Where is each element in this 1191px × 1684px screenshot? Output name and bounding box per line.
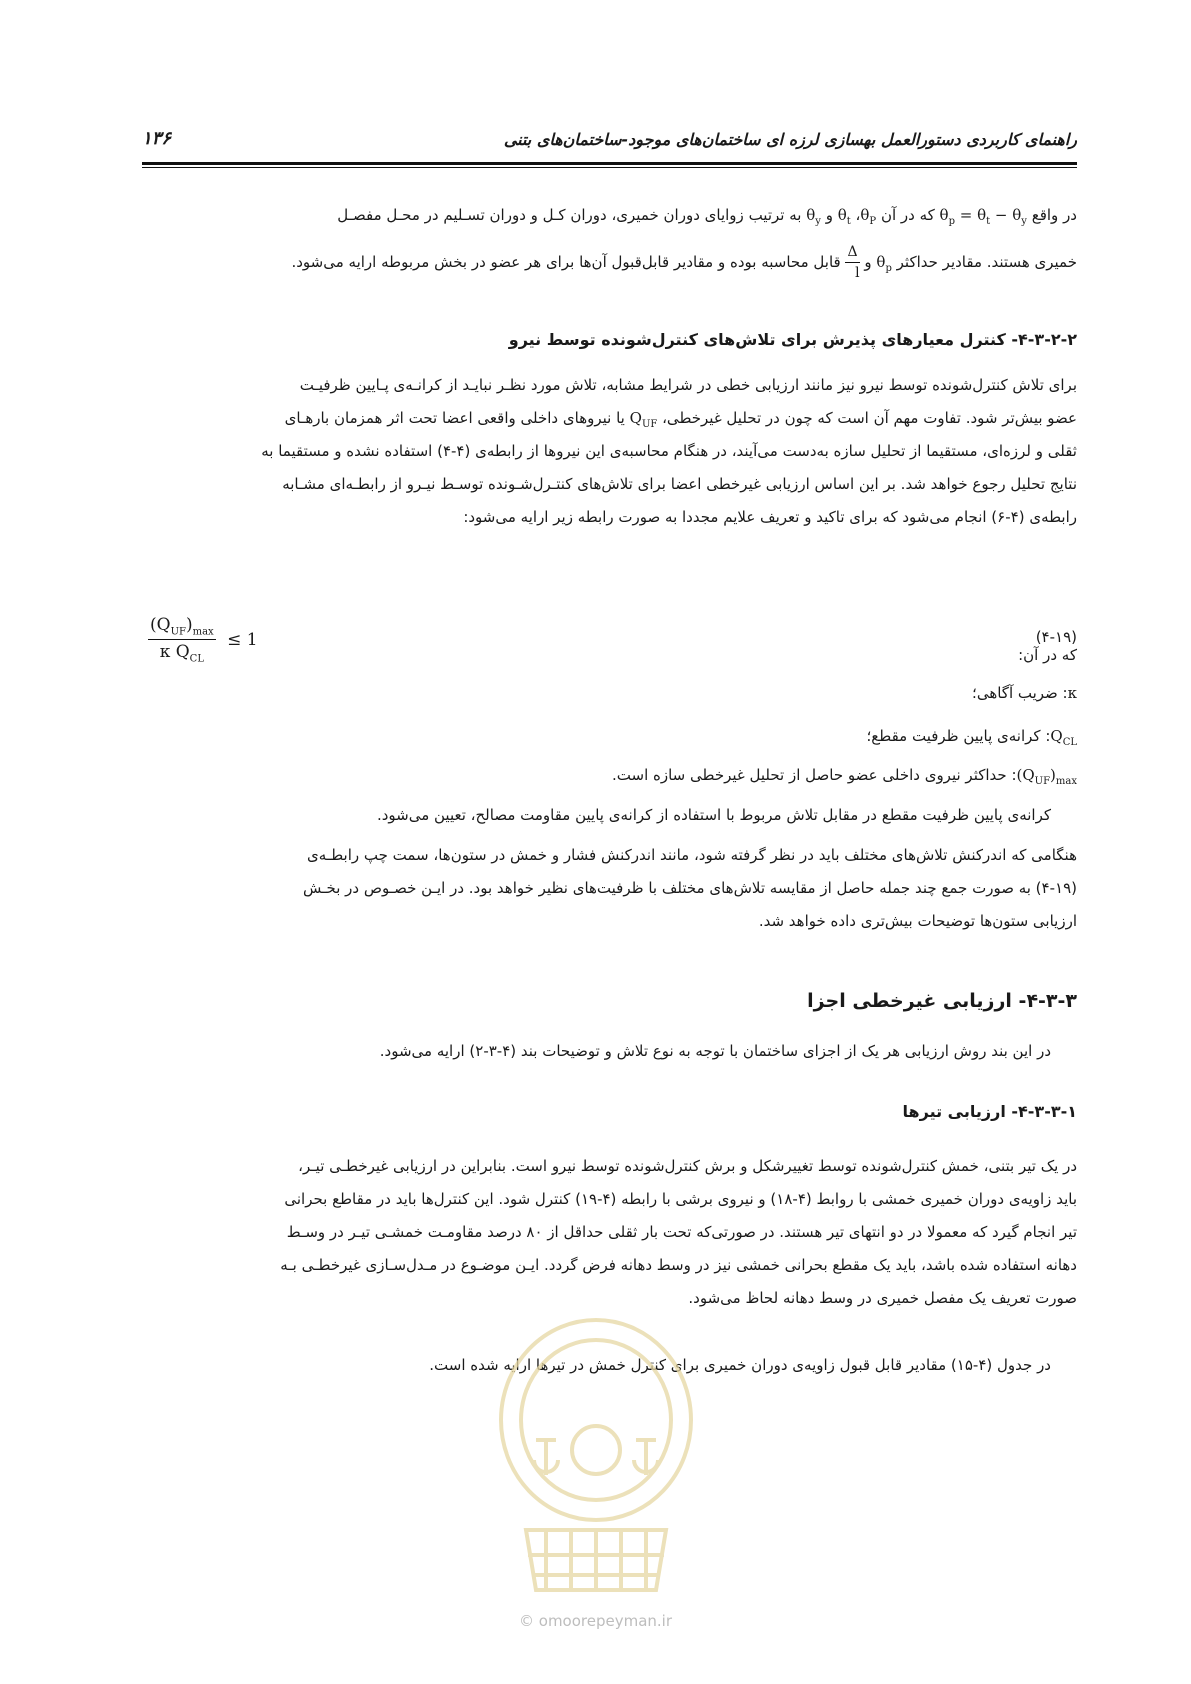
paragraph-line: در واقع $\theta_p = \theta_t - \theta_y$ که در آن $\theta_P،$ $\theta_t$ و $\theta_y$ به ترتیب زوایای دوران خمیری، دوران کـل و دوران تسـلیم در محـل مفصـل [337, 206, 1077, 227]
paragraph-line: (۴-۱۹) به صورت جمع چند جمله حاصل از مقایسه تلاش‌های مختلف با ظرفیت‌های نظیر خواهد بود. در ایـن خصـوص در بخـش [303, 879, 1077, 897]
paragraph-line: تیر انجام گیرد که معمولا در دو انتهای تیر هستند. در صورتی‌که تحت بار ثقلی حداقل از ۸۰ درصد مقاومـت خمشـی تیـر در وسـط [286, 1223, 1077, 1241]
paragraph-force-controlled [142, 369, 1077, 534]
paragraph-line: ارزیابی ستون‌ها توضیحات بیش‌تری داده خواهد شد. [758, 912, 1077, 930]
page-number: ۱۳۶ [142, 128, 172, 149]
paragraph-line: صورت تعریف یک مفصل خمیری در وسط دهانه لحاظ می‌شود. [688, 1289, 1077, 1307]
paragraph-table-ref: در جدول (۴-۱۵) مقادیر قابل قبول زاویه‌ی دوران خمیری برای کنترل خمش در تیرها ارایه شده است. [429, 1356, 1051, 1374]
paragraph-line: رابطه‌ی (۴-۶) انجام می‌شود که برای تاکید و تعریف علایم مجددا به صورت رابطه زیر ارایه می‌شود: [463, 508, 1077, 526]
paragraph-line: برای تلاش کنترل‌شونده توسط نیرو نیز مانند ارزیابی خطی در شرایط مشابه، تلاش مورد نظـر نبایـد از کرانـه‌ی پـایین ظرفیـت [299, 376, 1077, 394]
section-heading: ۴-۳-۳-۱- ارزیابی تیرها [902, 1102, 1077, 1121]
header-rule-thick [142, 162, 1077, 165]
paragraph-intro: در این بند روش ارزیابی هر یک از اجزای ساختمان با توجه به نوع تلاش و توضیحات بند (۴-۳-۲) ارایه می‌شود. [379, 1042, 1051, 1060]
formula: $\frac{(Q_{UF})_{max}}{\kappa Q_{CL}}$ ≤ 1 [150, 615, 258, 665]
definition-quf: $(Q_{UF})_{max}$: حداکثر نیروی داخلی عضو حاصل از تحلیل غیرخطی سازه است. [612, 766, 1077, 787]
definition-kappa: κ: ضریب آگاهی؛ [972, 684, 1077, 702]
paragraph-line: خمیری هستند. مقادیر حداکثر $\theta_p$ و $\frac{\Delta}{l}$ قابل محاسبه بوده و مقادیر قابل‌قبول آن‌ها برای هر عضو در بخش مربوطه ارایه می‌شود. [291, 244, 1077, 281]
definition-qcl: $Q_{CL}$: کرانه‌ی پایین ظرفیت مقطع؛ [866, 727, 1077, 748]
paragraph-beams [142, 1150, 1077, 1315]
watermark-seal-icon [466, 1300, 726, 1610]
paragraph-line: عضو بیش‌تر شود. تفاوت مهم آن است که چون در تحلیل غیرخطی، $Q_{UF}$ یا نیروهای داخلی واقعی اعضا تحت اثر همزمان بارهـای [284, 409, 1077, 430]
page-header [142, 124, 1077, 160]
header-rule-thin [142, 167, 1077, 168]
section-heading: ۴-۳-۳- ارزیابی غیرخطی اجزا [807, 990, 1077, 1012]
formula-fraction: $\frac{(Q_{UF})_{max}}{\kappa Q_{CL}}$ [150, 615, 214, 665]
paragraph-line: باید زاویه‌ی دوران خمیری خمشی با روابط (۴-۱۸) و نیروی برشی با رابطه (۴-۱۹) کنترل شود. این کنترل‌ها باید در مقاطع بحرانی [284, 1190, 1077, 1208]
paragraph-line: نتایج تحلیل رجوع خواهد شد. بر این اساس ارزیابی غیرخطی اعضا برای تلاش‌های کنتـرل‌شـونده توسـط نیـرو از رابطـه‌ای مشـابه [282, 475, 1077, 493]
equation-number: (۴-۱۹) [1035, 628, 1077, 646]
section-heading: ۴-۳-۲-۲- کنترل معیارهای پذیرش برای تلاش‌های کنترل‌شونده توسط نیرو [508, 330, 1077, 349]
paragraph-line: دهانه استفاده شده باشد، باید یک مقطع بحرانی خمشی نیز در وسط دهانه فرض گردد. ایـن موضـوع در مـدل‌سـازی غیرخطـی بـه [280, 1256, 1077, 1274]
paragraph-line: در یک تیر بتنی، خمش کنترل‌شونده توسط تغییرشکل و برش کنترل‌شونده توسط نیرو است. بنابراین در ارزیابی غیرخطـی تیـر، [298, 1157, 1077, 1175]
paragraph-line: ثقلی و لرزه‌ای، مستقیما از تحلیل سازه به‌دست می‌آیند، در هنگام محاسبه‌ی این نیروها از رابطه‌ی (۴-۴) استفاده نشده و مستقیما به [261, 442, 1077, 460]
paragraph-line: هنگامی که اندرکنش تلاش‌های مختلف باید در نظر گرفته شود، مانند اندرکنش فشار و خمش در ستون‌ها، سمت چپ رابطـه‌ی [307, 846, 1077, 864]
paragraph-interaction [142, 839, 1077, 938]
watermark-site: © omoorepeyman.ir [518, 1612, 673, 1630]
running-title: راهنمای کاربردی دستورالعمل بهسازی لرزه ای ساختمان‌های موجود-ساختمان‌های بتنی [503, 130, 1077, 149]
where-label: که در آن: [1018, 646, 1077, 664]
paragraph-plastic-rotation [142, 199, 1077, 284]
paragraph-lower-bound: کرانه‌ی پایین ظرفیت مقطع در مقابل تلاش مربوط با استفاده از کرانه‌ی پایین مقاومت مصالح، تعیین می‌شود. [376, 806, 1051, 824]
